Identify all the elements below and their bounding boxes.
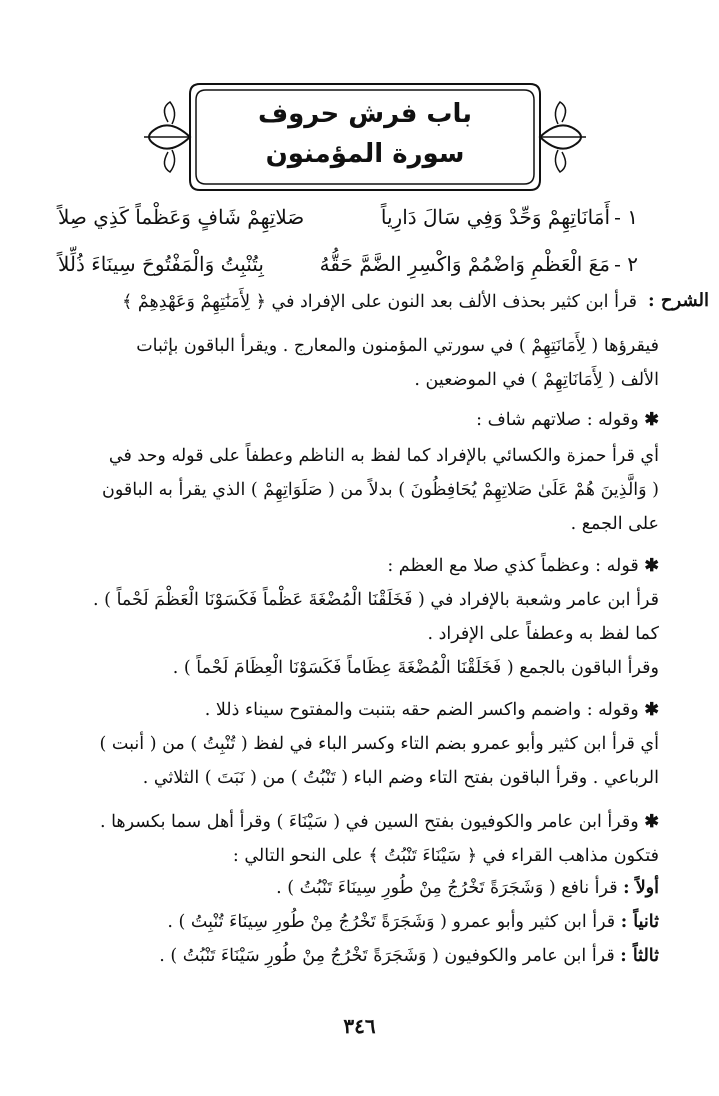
verse-line-1 — [58, 205, 638, 235]
text-line: الألف ( لِأَمَانَاتِهِمْ ) في الموضعين . — [414, 370, 659, 390]
text-line: أي قرأ ابن كثير وأبو عمرو بضم التاء وكسر الباء في لفظ ( تُنْبِتُ ) من ( أنبت ) — [99, 734, 659, 754]
verse-hemistich-second: بِتُنْبِتُ وَالْمَفْتُوحَ سِينَاءَ ذُلِّلاً — [58, 252, 264, 276]
text-line: كما لفظ به وعطفاً على الإفراد . — [427, 624, 659, 644]
chapter-title-line2: سورة المؤمنون — [265, 139, 465, 169]
quote-heading: ✱ وقوله : صلاتهم شاف : — [476, 410, 659, 430]
chapter-title-frame — [140, 78, 590, 196]
text-line: على الجمع . — [570, 514, 659, 534]
verse-hemistich-second: صَلاتِهِمْ شَافٍ وَعَظْماً كَذِي صِلاً — [58, 205, 305, 229]
bullet-icon: ✱ — [644, 556, 659, 576]
list-item-label: ثانياً : — [620, 912, 659, 932]
list-item: ثالثاً : قرأ ابن عامر والكوفيون ( وَشَجَرَةً تَخْرُجُ مِنْ طُورِ سَيْنَاءَ تَنْبُتُ ) . — [159, 946, 659, 966]
quote-heading: ✱ وقرأ ابن عامر والكوفيون بفتح السين في ( سَيْنَاءَ ) وقرأ أهل سما بكسرها . — [99, 812, 659, 832]
verse-line-2 — [58, 252, 638, 282]
list-item: ثانياً : قرأ ابن كثير وأبو عمرو ( وَشَجَرَةً تَخْرُجُ مِنْ طُورِ سِينَاءَ تُنْبِتُ ) . — [167, 912, 659, 932]
list-item-label: ثالثاً : — [620, 946, 659, 966]
text-line: فتكون مذاهب القراء في ﴿ سَيْنَاءَ تَنْبُتُ ﴾ على النحو التالي : — [232, 846, 659, 866]
bullet-icon: ✱ — [644, 812, 659, 832]
chapter-title-line1: باب فرش حروف — [257, 99, 473, 129]
bullet-icon: ✱ — [644, 410, 659, 430]
verse-hemistich-first: مَعَ الْعَظْمِ وَاضْمُمْ وَاكْسِرِ الضَّمَّ حَقُّهُ — [319, 252, 610, 276]
verse-number: ١ - — [614, 205, 638, 229]
bullet-icon: ✱ — [644, 700, 659, 720]
verse-number: ٢ - — [614, 252, 638, 276]
text-line: أي قرأ حمزة والكسائي بالإفراد كما لفظ به الناظم وعطفاً على قوله وحد في — [108, 446, 659, 466]
text-line: الرباعي . وقرأ الباقون بفتح التاء وضم الباء ( تَنْبُتُ ) من ( نَبَتَ ) الثلاثي . — [142, 768, 659, 788]
list-item: أولاً : قرأ نافع ( وَشَجَرَةً تَخْرُجُ مِنْ طُورِ سِينَاءَ تَنْبُتُ ) . — [276, 878, 659, 898]
text-line: وقرأ الباقون بالجمع ( فَخَلَقْنَا الْمُضْغَةَ عِظَاماً فَكَسَوْنَا الْعِظَامَ لَحْماً ) . — [172, 658, 659, 678]
text-line: قرأ ابن كثير بحذف الألف بعد النون على الإفراد في ﴿ لِأَمَنَٰتِهِمْ وَعَهْدِهِمْ ﴾ — [122, 292, 637, 312]
page-number: ٣٤٦ — [343, 1014, 376, 1038]
verse-hemistich-first: أَمَانَاتِهِمْ وَحِّدْ وَفِي سَالَ دَارِياً — [380, 205, 610, 229]
text-line: ( وَالَّذِينَ هُمْ عَلَىٰ صَلاتِهِمْ يُحَافِظُونَ ) بدلاً من ( صَلَوَاتِهِمْ ) الذي يقرأ به الباقون — [102, 480, 659, 500]
commentary-label: الشرح : — [647, 290, 709, 311]
quote-heading: ✱ وقوله : واضمم واكسر الضم حقه بتنبت والمفتوح سيناء ذللا . — [204, 700, 659, 720]
quote-heading: ✱ قوله : وعظماً كذي صلا مع العظم : — [387, 556, 659, 576]
text-line: فيقرؤها ( لِأَمَانَتِهِمْ ) في سورتي المؤمنون والمعارج . ويقرأ الباقون بإثبات — [136, 336, 659, 356]
chapter-title — [140, 94, 590, 174]
text-line: قرأ ابن عامر وشعبة بالإفراد في ( فَخَلَقْنَا الْمُضْغَةَ عَظْماً فَكَسَوْنَا الْعَظْمَ لَحْماً ) . — [93, 590, 659, 610]
list-item-label: أولاً : — [623, 878, 659, 898]
